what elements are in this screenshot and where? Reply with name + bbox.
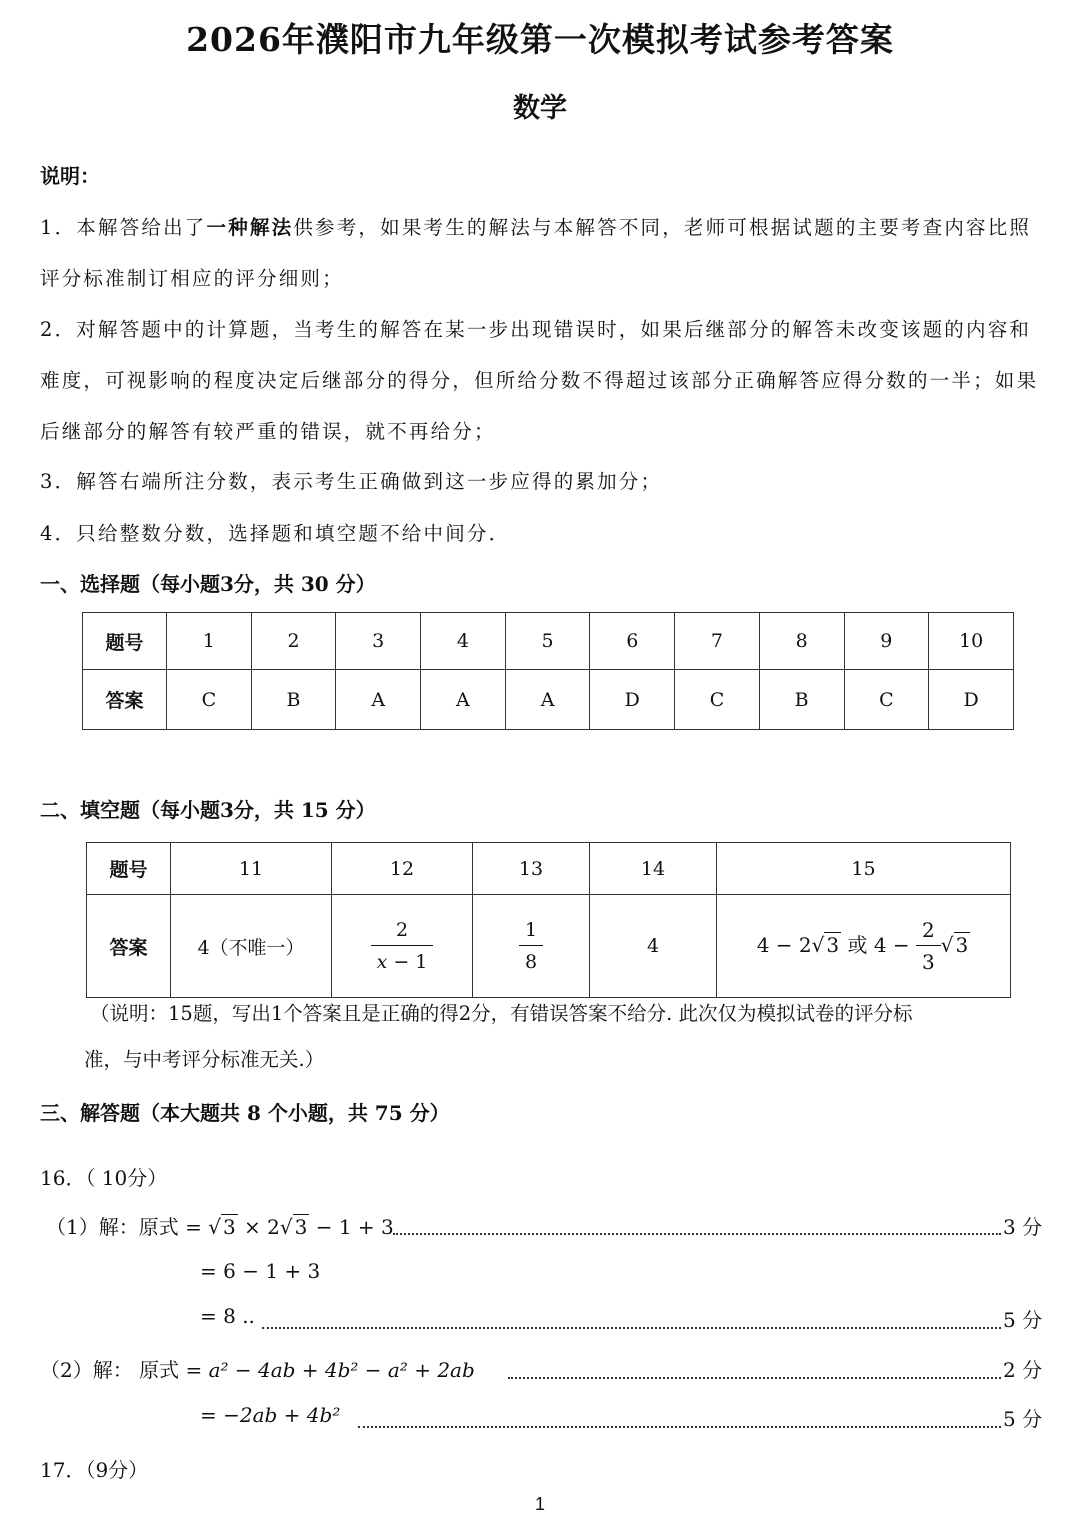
sqrt-sign: √ bbox=[811, 932, 825, 957]
fraction bbox=[371, 915, 434, 978]
page-title: 2026年濮阳市九年级第一次模拟考试参考答案 bbox=[186, 20, 894, 59]
question-number: 5 bbox=[505, 613, 590, 670]
note-1-bold: 一种解法 bbox=[206, 216, 294, 239]
radicand: 3 bbox=[294, 1215, 308, 1239]
answer-cell: B bbox=[251, 670, 336, 730]
part-label: （1）解：原式 = bbox=[46, 1215, 209, 1239]
row-label-answer: 答案 bbox=[83, 670, 167, 730]
q16-part1-line2: = 6 − 1 + 3 bbox=[200, 1259, 321, 1283]
score-mark: 5 分 bbox=[1003, 1407, 1043, 1431]
q16-part1-line3: = 8 .. bbox=[200, 1304, 255, 1328]
score-mark: 3 分 bbox=[1003, 1215, 1043, 1239]
table-row bbox=[87, 843, 1011, 895]
expression: = −2ab + 4b² bbox=[200, 1403, 341, 1427]
denominator: 8 bbox=[524, 950, 538, 973]
fill-remark-line-1: （说明：15题，写出1个答案且是正确的得2分，有错误答案不给分. 此次仅为模拟试卷的评分标 bbox=[90, 1002, 913, 1025]
answer-15-part2: 4 − bbox=[873, 932, 917, 957]
answer-cell: C bbox=[675, 670, 760, 730]
note-2: 2．对解答题中的计算题，当考生的解答在某一步出现错误时，如果后继部分的解答未改变该题的内容和难度，可视影响的程度决定后继部分的得分，但所给分数不得超过该部分正确解答应得分数的一半；如果后继部分的解答有较严重的错误，就不再给分； bbox=[40, 318, 1039, 443]
page-number: 1 bbox=[534, 1494, 545, 1514]
answer-cell: C bbox=[844, 670, 929, 730]
answer-cell: D bbox=[929, 670, 1014, 730]
answer-cell: C bbox=[167, 670, 252, 730]
numerator: 1 bbox=[519, 915, 543, 946]
question-number: 8 bbox=[759, 613, 844, 670]
answer-11: 4（不唯一） bbox=[171, 895, 332, 998]
radicand: 3 bbox=[222, 1215, 236, 1239]
radicand: 3 bbox=[826, 932, 840, 957]
question-number: 12 bbox=[332, 843, 473, 895]
q16-part2-line2 bbox=[200, 1403, 340, 1427]
fill-remark-line-2: 准，与中考评分标准无关.） bbox=[84, 1048, 325, 1071]
expression: a² − 4ab + 4b² − a² + 2ab bbox=[208, 1358, 475, 1382]
question-number: 13 bbox=[473, 843, 590, 895]
expr-tail: − 1 + 3 bbox=[309, 1215, 394, 1239]
table-row bbox=[87, 895, 1011, 998]
note-1-pre: 1．本解答给出了 bbox=[40, 216, 207, 239]
q16-part1-line1 bbox=[46, 1211, 394, 1240]
sqrt-sign: √ bbox=[208, 1215, 221, 1239]
table-row bbox=[83, 670, 1014, 730]
answer-14: 4 bbox=[590, 895, 717, 998]
question-number: 10 bbox=[929, 613, 1014, 670]
fraction bbox=[519, 915, 543, 978]
question-16-heading: 16．（ 10分） bbox=[40, 1166, 168, 1190]
leader-dots bbox=[508, 1377, 1001, 1379]
denominator bbox=[371, 946, 434, 978]
score-mark: 5 分 bbox=[1003, 1308, 1043, 1332]
answer-cell: A bbox=[336, 670, 421, 730]
section-2-heading: 二、填空题（每小题3分，共 15 分） bbox=[40, 798, 376, 822]
question-number: 11 bbox=[171, 843, 332, 895]
variable: x bbox=[376, 950, 388, 973]
score-mark: 2 分 bbox=[1003, 1358, 1043, 1382]
row-label-question: 题号 bbox=[83, 613, 167, 670]
note-4: 4．只给整数分数，选择题和填空题不给中间分． bbox=[40, 522, 511, 545]
denominator: 3 bbox=[922, 949, 935, 974]
choice-answer-table bbox=[82, 612, 1014, 730]
question-number: 7 bbox=[675, 613, 760, 670]
answer-15-part1: 4 − 2 bbox=[756, 932, 812, 957]
fill-answer-table bbox=[86, 842, 1011, 998]
row-label-answer: 答案 bbox=[87, 895, 171, 998]
section-3-heading: 三、解答题（本大题共 8 个小题，共 75 分） bbox=[40, 1101, 450, 1125]
q16-part2-line1 bbox=[40, 1354, 475, 1383]
fraction bbox=[916, 915, 941, 978]
or-word: 或 bbox=[841, 932, 874, 957]
leader-dots bbox=[262, 1327, 1001, 1329]
question-number: 6 bbox=[590, 613, 675, 670]
question-number: 15 bbox=[717, 843, 1011, 895]
numerator: 2 bbox=[371, 915, 434, 946]
question-number: 14 bbox=[590, 843, 717, 895]
expr-middle: × 2 bbox=[237, 1215, 280, 1239]
question-number: 3 bbox=[336, 613, 421, 670]
answer-15 bbox=[717, 895, 1011, 998]
answer-12 bbox=[332, 895, 473, 998]
answer-cell: B bbox=[759, 670, 844, 730]
answer-cell: A bbox=[505, 670, 590, 730]
sqrt-sign: √ bbox=[940, 932, 954, 957]
answer-13 bbox=[473, 895, 590, 998]
section-1-heading: 一、选择题（每小题3分，共 30 分） bbox=[40, 572, 376, 596]
question-number: 4 bbox=[421, 613, 506, 670]
numerator: 2 bbox=[916, 915, 941, 946]
answer-cell: A bbox=[421, 670, 506, 730]
notes-heading: 说明： bbox=[40, 164, 100, 188]
sqrt-sign: √ bbox=[279, 1215, 293, 1239]
note-1-post: 供参考，如果考生的解法与本解答不同，老师可根据试题的主要考查内容比照评分标准制订相应的评分细则； bbox=[40, 216, 1032, 290]
leader-dots bbox=[358, 1426, 1001, 1428]
question-number: 9 bbox=[844, 613, 929, 670]
note-3: 3．解答右端所注分数，表示考生正确做到这一步应得的累加分； bbox=[40, 470, 663, 493]
table-row bbox=[83, 613, 1014, 670]
question-number: 1 bbox=[167, 613, 252, 670]
answer-cell: D bbox=[590, 670, 675, 730]
denominator-rest: − 1 bbox=[387, 950, 428, 973]
row-label-question: 题号 bbox=[87, 843, 171, 895]
part-label: （2）解： 原式 = bbox=[40, 1358, 209, 1382]
radicand: 3 bbox=[955, 932, 969, 957]
note-1 bbox=[40, 202, 1050, 304]
question-number: 2 bbox=[251, 613, 336, 670]
question-17-heading: 17．（9分） bbox=[40, 1458, 149, 1482]
subject-title: 数学 bbox=[513, 93, 567, 124]
leader-dots bbox=[393, 1233, 1001, 1235]
